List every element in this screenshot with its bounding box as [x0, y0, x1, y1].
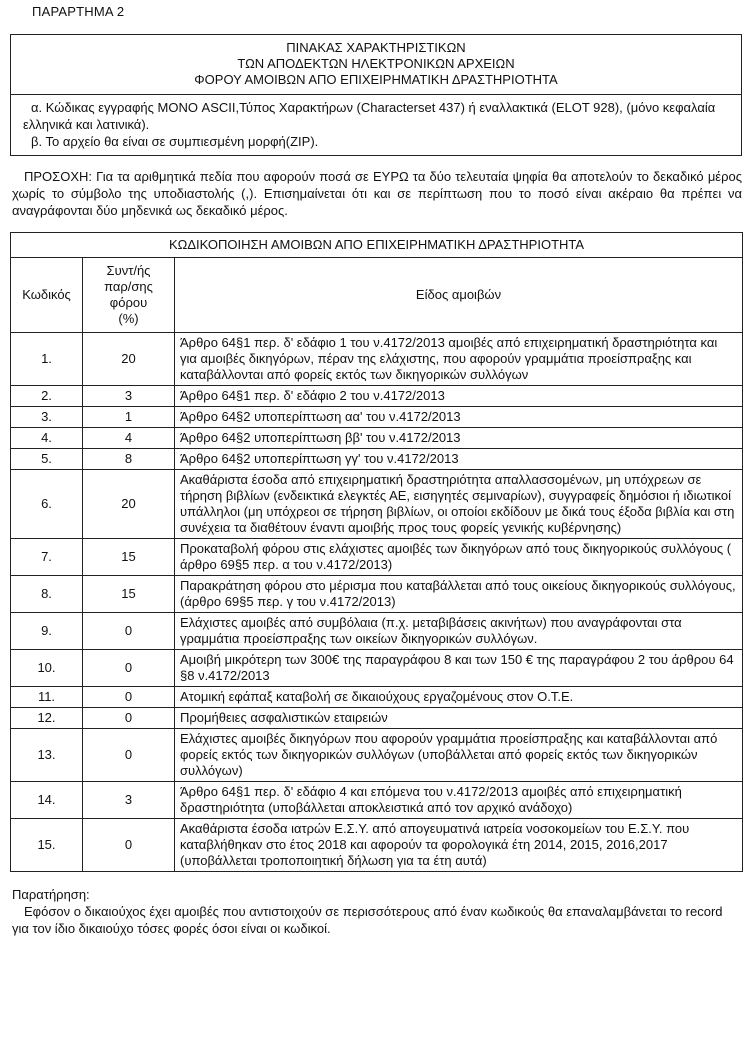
description-cell: Ακαθάριστα έσοδα ιατρών Ε.Σ.Υ. από απογευματινά ιατρεία νοσοκομείων του Ε.Σ.Υ. που καταβλήθηκαν στο έτος 2018 και αφορούν τα φορολογικά έτη 2014, 2015, 2016,2017 (υποβάλλεται τροποποιητική δήλωση για τα έτη αυτά) — [175, 819, 743, 872]
header-title-line-2: ΤΩΝ ΑΠΟΔΕΚΤΩΝ ΗΛΕΚΤΡΟΝΙΚΩΝ ΑΡΧΕΙΩΝ — [237, 56, 515, 71]
code-cell: 1. — [11, 333, 83, 386]
codes-table — [10, 232, 743, 872]
code-cell: 14. — [11, 782, 83, 819]
code-cell: 9. — [11, 613, 83, 650]
rate-cell: 0 — [83, 708, 175, 729]
code-cell: 10. — [11, 650, 83, 687]
rate-cell: 3 — [83, 386, 175, 407]
rate-cell: 4 — [83, 428, 175, 449]
remark-text: Εφόσον ο δικαιούχος έχει αμοιβές που αντιστοιχούν σε περισσότερους από έναν κωδικούς θα επαναλαμβάνεται το record για τον ίδιο δικαιούχο τόσες φορές όσοι είναι οι κωδικοί. — [12, 904, 723, 936]
table-row — [11, 407, 743, 428]
rate-header-line-3: φόρου — [109, 295, 148, 310]
header-notes — [11, 95, 741, 155]
table-row — [11, 650, 743, 687]
table-row — [11, 539, 743, 576]
description-cell: Άρθρο 64§1 περ. δ' εδάφιο 2 του ν.4172/2013 — [175, 386, 743, 407]
description-cell: Προμήθειες ασφαλιστικών εταιρειών — [175, 708, 743, 729]
description-cell: Προκαταβολή φόρου στις ελάχιστες αμοιβές των δικηγόρων από τους δικηγορικούς συλλόγους ( άρθρο 69§5 περ. α του ν.4172/2013) — [175, 539, 743, 576]
code-cell: 15. — [11, 819, 83, 872]
header-title — [11, 35, 741, 95]
description-cell: Ελάχιστες αμοιβές από συμβόλαια (π.χ. μεταβιβάσεις ακινήτων) που αναγράφονται στα γραμμάτια προείσπραξης των οικείων δικηγορικών συλλόγων. — [175, 613, 743, 650]
warning-text: ΠΡΟΣΟΧΗ: Για τα αριθμητικά πεδία που αφορούν ποσά σε ΕΥΡΩ τα δύο τελευταία ψηφία θα αποτελούν το δεκαδικό μέρος χωρίς το σύμβολο της υποδιαστολής (,). Επισημαίνεται ότι και σε περίπτωση που το ποσό είναι ακέραιο θα πρέπει να αναγράφονται δύο μηδενικά ως δεκαδικό μέρος. — [12, 169, 742, 218]
header-box — [10, 34, 742, 156]
code-cell: 12. — [11, 708, 83, 729]
rate-header-line-4: (%) — [118, 311, 139, 326]
rate-cell: 0 — [83, 650, 175, 687]
description-cell: Αμοιβή μικρότερη των 300€ της παραγράφου 8 και των 150 € της παραγράφου 2 του άρθρου 64 §8 ν.4172/2013 — [175, 650, 743, 687]
rate-cell: 15 — [83, 539, 175, 576]
description-cell: Ελάχιστες αμοιβές δικηγόρων που αφορούν γραμμάτια προείσπραξης και καταβάλλονται από φορείς εκτός των δικηγορικών συλλόγων (υποβάλλεται από φορείς εκτός των δικηγορικών συλλόγων) — [175, 729, 743, 782]
note-a: α. Κώδικας εγγραφής ΜΟΝΟ ASCII,Τύπος Χαρακτήρων (Characterset 437) ή εναλλακτικά (ELOT 928), (μόνο κεφαλαία ελληνικά και λατινικά). — [23, 100, 716, 132]
document-page — [10, 4, 742, 937]
code-cell: 5. — [11, 449, 83, 470]
description-cell: Ακαθάριστα έσοδα από επιχειρηματική δραστηριότητα απαλλασσομένων, μη υπόχρεων σε τήρηση βιβλίων (ενδεικτικά ελεγκτές ΑΕ, εισηγητές σεμιναρίων), συγγραφείς δημόσιοι ή ιδιωτικοί υπάλληλοι (μη υπόχρεοι σε τήρηση βιβλίων, οι οποίοι εκδίδουν με δικά τους έξοδα βιβλία και στη συνέχεια τα διαθέτουν έναντι αμοιβής προς τους φορείς γενικής κυβέρνησης) — [175, 470, 743, 539]
table-row — [11, 729, 743, 782]
table-body — [11, 333, 743, 872]
annex-label: ΠΑΡΑΡΤΗΜΑ 2 — [32, 4, 125, 19]
rate-cell: 0 — [83, 613, 175, 650]
table-row — [11, 819, 743, 872]
code-cell: 4. — [11, 428, 83, 449]
code-cell: 13. — [11, 729, 83, 782]
description-cell: Ατομική εφάπαξ καταβολή σε δικαιούχους εργαζομένους στον Ο.Τ.Ε. — [175, 687, 743, 708]
rate-cell: 0 — [83, 687, 175, 708]
description-cell: Άρθρο 64§2 υποπερίπτωση αα' του ν.4172/2013 — [175, 407, 743, 428]
header-title-line-3: ΦΟΡΟΥ ΑΜΟΙΒΩΝ ΑΠΟ ΕΠΙΧΕΙΡΗΜΑΤΙΚΗ ΔΡΑΣΤΗΡΙΟΤΗΤΑ — [194, 72, 558, 87]
table-caption: ΚΩΔΙΚΟΠΟΙΗΣΗ ΑΜΟΙΒΩΝ ΑΠΟ ΕΠΙΧΕΙΡΗΜΑΤΙΚΗ ΔΡΑΣΤΗΡΙΟΤΗΤΑ — [11, 233, 743, 258]
table-row — [11, 613, 743, 650]
rate-header-line-2: παρ/σης — [104, 279, 153, 294]
table-row — [11, 333, 743, 386]
code-cell: 7. — [11, 539, 83, 576]
code-cell: 6. — [11, 470, 83, 539]
rate-cell: 20 — [83, 470, 175, 539]
table-row — [11, 687, 743, 708]
rate-cell: 3 — [83, 782, 175, 819]
code-cell: 8. — [11, 576, 83, 613]
rate-cell: 0 — [83, 729, 175, 782]
remark-title: Παρατήρηση: — [12, 887, 90, 902]
table-row — [11, 708, 743, 729]
table-row — [11, 386, 743, 407]
rate-cell: 0 — [83, 819, 175, 872]
table-row — [11, 782, 743, 819]
header-title-line-1: ΠΙΝΑΚΑΣ ΧΑΡΑΚΤΗΡΙΣΤΙΚΩΝ — [286, 40, 466, 55]
table-row — [11, 576, 743, 613]
note-b: β. Το αρχείο θα είναι σε συμπιεσμένη μορφή(ZIP). — [31, 134, 319, 149]
rate-cell: 15 — [83, 576, 175, 613]
rate-cell: 1 — [83, 407, 175, 428]
code-cell: 2. — [11, 386, 83, 407]
description-cell: Άρθρο 64§1 περ. δ' εδάφιο 4 και επόμενα του ν.4172/2013 αμοιβές από επιχειρηματική δραστηριότητα (υποβάλλεται αποκλειστικά από τον αρχικό ανάδοχο) — [175, 782, 743, 819]
code-cell: 11. — [11, 687, 83, 708]
column-header-code: Κωδικός — [11, 258, 83, 333]
column-header-description: Είδος αμοιβών — [175, 258, 743, 333]
description-cell: Άρθρο 64§2 υποπερίπτωση ββ' του ν.4172/2013 — [175, 428, 743, 449]
table-row — [11, 428, 743, 449]
description-cell: Άρθρο 64§2 υποπερίπτωση γγ' του ν.4172/2013 — [175, 449, 743, 470]
remark-section — [10, 886, 742, 937]
rate-header-line-1: Συντ/ής — [106, 263, 151, 278]
code-cell: 3. — [11, 407, 83, 428]
description-cell: Άρθρο 64§1 περ. δ' εδάφιο 1 του ν.4172/2013 αμοιβές από επιχειρηματική δραστηριότητα και για αμοιβές δικηγόρων, πέραν της ελάχιστης, που αφορούν γραμμάτια προείσπραξης και καταβάλλονται από φορείς εκτός των δικηγορικών συλλόγων — [175, 333, 743, 386]
table-row — [11, 470, 743, 539]
rate-cell: 8 — [83, 449, 175, 470]
description-cell: Παρακράτηση φόρου στο μέρισμα που καταβάλλεται από τους οικείους δικηγορικούς συλλόγους, (άρθρο 69§5 περ. γ του ν.4172/2013) — [175, 576, 743, 613]
table-row — [11, 449, 743, 470]
column-header-rate — [83, 258, 175, 333]
rate-cell: 20 — [83, 333, 175, 386]
